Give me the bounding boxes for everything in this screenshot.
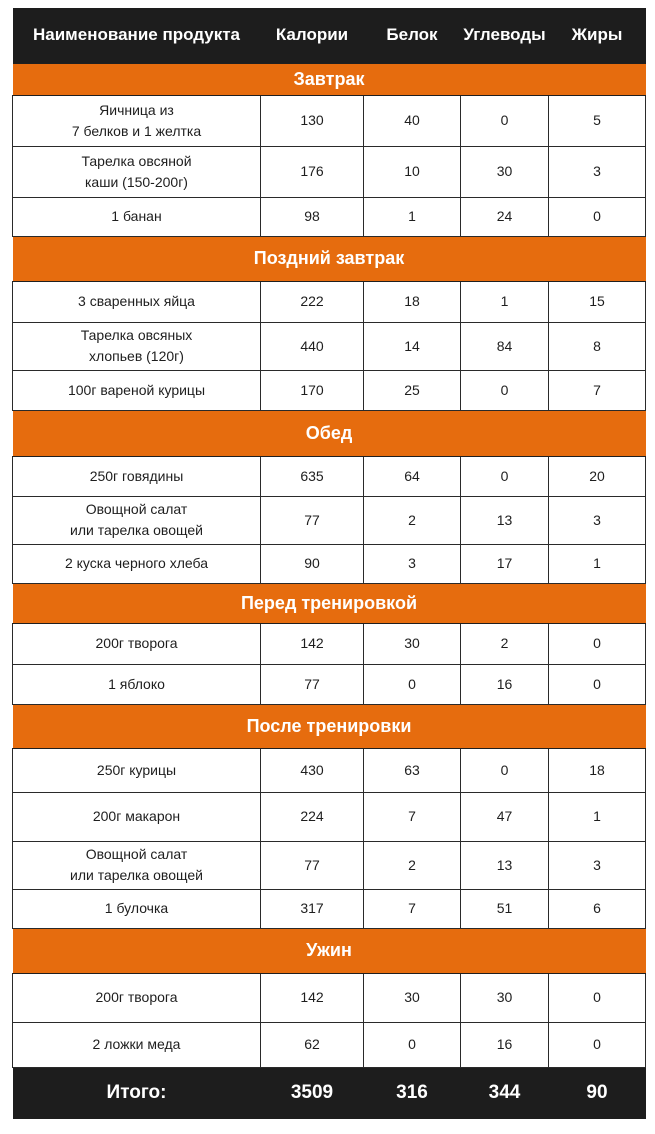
carbs-cell: 47 bbox=[461, 792, 549, 841]
carbs-cell: 16 bbox=[461, 664, 549, 704]
product-name-cell: Овощной салат или тарелка овощей bbox=[13, 841, 261, 889]
carbs-cell: 1 bbox=[461, 281, 549, 322]
protein-cell: 3 bbox=[364, 544, 461, 583]
carbs-cell: 0 bbox=[461, 370, 549, 410]
section-title: Завтрак bbox=[13, 63, 646, 95]
carbs-cell: 13 bbox=[461, 841, 549, 889]
section-title: Перед тренировкой bbox=[13, 583, 646, 623]
section-row bbox=[13, 236, 646, 281]
carbs-cell: 0 bbox=[461, 456, 549, 496]
section-row bbox=[13, 63, 646, 95]
calories-cell: 176 bbox=[261, 146, 364, 197]
calories-cell: 142 bbox=[261, 623, 364, 664]
protein-cell: 1 bbox=[364, 197, 461, 236]
product-name-cell: 200г творога bbox=[13, 973, 261, 1022]
protein-cell: 14 bbox=[364, 322, 461, 370]
fat-cell: 3 bbox=[549, 841, 646, 889]
carbs-cell: 51 bbox=[461, 889, 549, 928]
column-header-calories: Калории bbox=[261, 8, 364, 63]
column-header-product: Наименование продукта bbox=[13, 8, 261, 63]
fat-cell: 7 bbox=[549, 370, 646, 410]
table-row bbox=[13, 973, 646, 1022]
protein-cell: 2 bbox=[364, 841, 461, 889]
calories-cell: 224 bbox=[261, 792, 364, 841]
calories-cell: 142 bbox=[261, 973, 364, 1022]
product-name-cell: 2 куска черного хлеба bbox=[13, 544, 261, 583]
calories-cell: 170 bbox=[261, 370, 364, 410]
calories-cell: 317 bbox=[261, 889, 364, 928]
table-row bbox=[13, 664, 646, 704]
calories-cell: 77 bbox=[261, 841, 364, 889]
carbs-cell: 30 bbox=[461, 146, 549, 197]
fat-cell: 0 bbox=[549, 623, 646, 664]
total-label: Итого: bbox=[13, 1067, 261, 1119]
fat-cell: 1 bbox=[549, 792, 646, 841]
calories-cell: 130 bbox=[261, 95, 364, 146]
calories-cell: 62 bbox=[261, 1022, 364, 1067]
fat-cell: 3 bbox=[549, 496, 646, 544]
product-name-cell: Овощной салат или тарелка овощей bbox=[13, 496, 261, 544]
table-body bbox=[13, 63, 646, 1067]
product-name-cell: Тарелка овсяной каши (150-200г) bbox=[13, 146, 261, 197]
protein-cell: 18 bbox=[364, 281, 461, 322]
product-name-cell: 1 банан bbox=[13, 197, 261, 236]
table-row bbox=[13, 95, 646, 146]
section-title: После тренировки bbox=[13, 704, 646, 748]
fat-cell: 18 bbox=[549, 748, 646, 792]
product-name-cell: 250г курицы bbox=[13, 748, 261, 792]
fat-cell: 1 bbox=[549, 544, 646, 583]
product-name-cell: 3 сваренных яйца bbox=[13, 281, 261, 322]
product-name-cell: 250г говядины bbox=[13, 456, 261, 496]
protein-cell: 63 bbox=[364, 748, 461, 792]
product-name-cell: 200г творога bbox=[13, 623, 261, 664]
carbs-cell: 30 bbox=[461, 973, 549, 1022]
carbs-cell: 0 bbox=[461, 748, 549, 792]
table-row bbox=[13, 281, 646, 322]
table-row bbox=[13, 1022, 646, 1067]
column-header-protein: Белок bbox=[364, 8, 461, 63]
section-title: Ужин bbox=[13, 928, 646, 973]
protein-cell: 2 bbox=[364, 496, 461, 544]
table-row bbox=[13, 496, 646, 544]
table-row bbox=[13, 370, 646, 410]
total-protein: 316 bbox=[364, 1067, 461, 1119]
carbs-cell: 0 bbox=[461, 95, 549, 146]
product-name-cell: 100г вареной курицы bbox=[13, 370, 261, 410]
carbs-cell: 13 bbox=[461, 496, 549, 544]
protein-cell: 7 bbox=[364, 889, 461, 928]
section-row bbox=[13, 704, 646, 748]
total-fat: 90 bbox=[549, 1067, 646, 1119]
carbs-cell: 17 bbox=[461, 544, 549, 583]
column-header-carbs: Углеводы bbox=[461, 8, 549, 63]
calories-cell: 440 bbox=[261, 322, 364, 370]
product-name-cell: 2 ложки меда bbox=[13, 1022, 261, 1067]
carbs-cell: 16 bbox=[461, 1022, 549, 1067]
table-row bbox=[13, 623, 646, 664]
table-row bbox=[13, 841, 646, 889]
calories-cell: 77 bbox=[261, 496, 364, 544]
carbs-cell: 84 bbox=[461, 322, 549, 370]
section-row bbox=[13, 583, 646, 623]
table-row bbox=[13, 792, 646, 841]
product-name-cell: 200г макарон bbox=[13, 792, 261, 841]
section-row bbox=[13, 410, 646, 456]
fat-cell: 5 bbox=[549, 95, 646, 146]
total-carbs: 344 bbox=[461, 1067, 549, 1119]
calories-cell: 98 bbox=[261, 197, 364, 236]
fat-cell: 0 bbox=[549, 664, 646, 704]
fat-cell: 0 bbox=[549, 1022, 646, 1067]
product-name-cell: 1 яблоко bbox=[13, 664, 261, 704]
table-row bbox=[13, 748, 646, 792]
section-title: Обед bbox=[13, 410, 646, 456]
fat-cell: 8 bbox=[549, 322, 646, 370]
calories-cell: 635 bbox=[261, 456, 364, 496]
table-row bbox=[13, 322, 646, 370]
protein-cell: 0 bbox=[364, 1022, 461, 1067]
fat-cell: 6 bbox=[549, 889, 646, 928]
product-name-cell: Тарелка овсяных хлопьев (120г) bbox=[13, 322, 261, 370]
protein-cell: 10 bbox=[364, 146, 461, 197]
total-calories: 3509 bbox=[261, 1067, 364, 1119]
total-row bbox=[13, 1067, 646, 1119]
protein-cell: 0 bbox=[364, 664, 461, 704]
section-title: Поздний завтрак bbox=[13, 236, 646, 281]
fat-cell: 3 bbox=[549, 146, 646, 197]
nutrition-table bbox=[12, 8, 646, 1119]
table-header-row bbox=[13, 8, 646, 63]
protein-cell: 7 bbox=[364, 792, 461, 841]
protein-cell: 30 bbox=[364, 623, 461, 664]
table-row bbox=[13, 146, 646, 197]
protein-cell: 25 bbox=[364, 370, 461, 410]
carbs-cell: 24 bbox=[461, 197, 549, 236]
fat-cell: 20 bbox=[549, 456, 646, 496]
table-row bbox=[13, 544, 646, 583]
calories-cell: 222 bbox=[261, 281, 364, 322]
fat-cell: 0 bbox=[549, 973, 646, 1022]
column-header-fat: Жиры bbox=[549, 8, 646, 63]
fat-cell: 0 bbox=[549, 197, 646, 236]
protein-cell: 64 bbox=[364, 456, 461, 496]
table-row bbox=[13, 197, 646, 236]
protein-cell: 30 bbox=[364, 973, 461, 1022]
calories-cell: 77 bbox=[261, 664, 364, 704]
calories-cell: 430 bbox=[261, 748, 364, 792]
product-name-cell: 1 булочка bbox=[13, 889, 261, 928]
calories-cell: 90 bbox=[261, 544, 364, 583]
protein-cell: 40 bbox=[364, 95, 461, 146]
section-row bbox=[13, 928, 646, 973]
table-row bbox=[13, 889, 646, 928]
product-name-cell: Яичница из 7 белков и 1 желтка bbox=[13, 95, 261, 146]
fat-cell: 15 bbox=[549, 281, 646, 322]
table-row bbox=[13, 456, 646, 496]
carbs-cell: 2 bbox=[461, 623, 549, 664]
